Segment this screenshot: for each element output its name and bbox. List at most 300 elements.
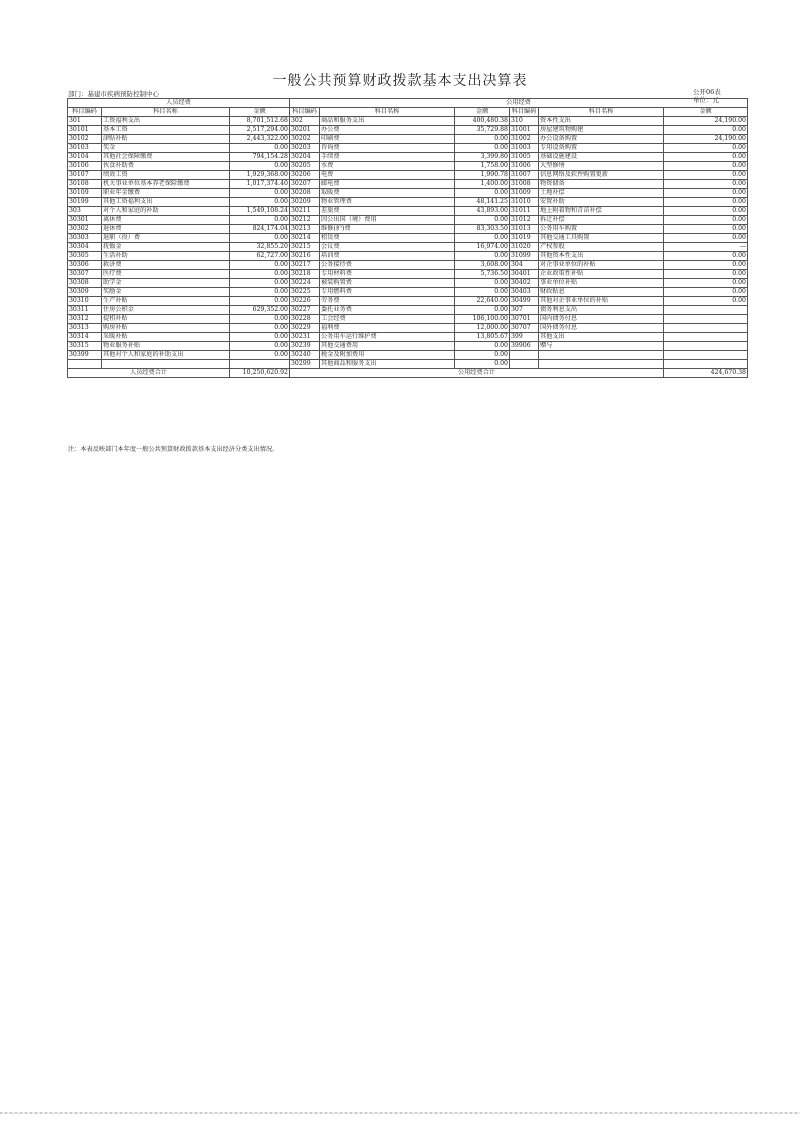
personnel-name-cell: 绩效工资	[102, 171, 230, 180]
personnel-name-cell: 奖励金	[102, 288, 230, 297]
public-right-name-cell: 国外债务付息	[539, 324, 664, 333]
personnel-code-cell: 30312	[68, 315, 102, 324]
public-right-code-cell: 31006	[510, 162, 539, 171]
public-right-code-cell: 31011	[510, 207, 539, 216]
personnel-amount-cell: 0.00	[230, 342, 290, 351]
public-mid-code-cell: 30226	[290, 297, 320, 306]
public-right-name-cell: 房屋建筑物购建	[539, 126, 664, 135]
totals-row	[68, 369, 748, 378]
public-right-name-cell: 债务利息支出	[539, 306, 664, 315]
public-right-amount-cell: 0.00	[664, 225, 748, 234]
personnel-code-cell: 30309	[68, 288, 102, 297]
name-header: 科目名称	[102, 108, 230, 117]
name-header: 科目名称	[320, 108, 455, 117]
public-mid-name-cell: 专用材料费	[320, 270, 455, 279]
public-right-name-cell: 赠与	[539, 342, 664, 351]
public-right-name-cell: 其他支出	[539, 333, 664, 342]
public-right-amount-cell: 0.00	[664, 261, 748, 270]
public-right-amount-cell: 0.00	[664, 279, 748, 288]
public-right-amount-cell: 0.00	[664, 162, 748, 171]
personnel-name-cell: 离休费	[102, 216, 230, 225]
public-mid-code-cell: 30202	[290, 135, 320, 144]
public-mid-code-cell: 30225	[290, 288, 320, 297]
personnel-name-cell: 退休费	[102, 225, 230, 234]
public-right-name-cell: 土地补偿	[539, 189, 664, 198]
public-mid-amount-cell: 3,608.00	[455, 261, 510, 270]
public-mid-code-cell: 30206	[290, 171, 320, 180]
table-row	[68, 180, 748, 189]
personnel-amount-cell: 0.00	[230, 315, 290, 324]
public-mid-code-cell: 30229	[290, 324, 320, 333]
public-right-name-cell: 基础设施建设	[539, 153, 664, 162]
personnel-code-cell: 30104	[68, 153, 102, 162]
public-mid-code-cell: 30224	[290, 279, 320, 288]
public-mid-name-cell: 被装购置费	[320, 279, 455, 288]
form-number: 公开06表	[693, 88, 721, 96]
public-right-name-cell: 对企事业单位的补贴	[539, 261, 664, 270]
personnel-name-cell: 其他工资福利支出	[102, 198, 230, 207]
personnel-name-cell: 医疗费	[102, 270, 230, 279]
table-row	[68, 207, 748, 216]
department-label: 部门：基建市疾病预防控制中心	[68, 90, 159, 98]
public-right-code-cell: 31013	[510, 225, 539, 234]
personnel-name-cell: 物业服务补贴	[102, 342, 230, 351]
personnel-total-label: 人员经费合计	[68, 369, 230, 378]
personnel-name-cell: 津贴补贴	[102, 135, 230, 144]
personnel-total-amount: 10,250,620.92	[230, 369, 290, 378]
public-right-name-cell: 安置补助	[539, 198, 664, 207]
public-mid-name-cell: 租赁费	[320, 234, 455, 243]
public-mid-amount-cell: 35,729.88	[455, 126, 510, 135]
public-mid-code-cell: 30228	[290, 315, 320, 324]
public-right-amount-cell	[664, 351, 748, 360]
personnel-code-cell: 30399	[68, 351, 102, 360]
public-right-name-cell: 专用设备购置	[539, 144, 664, 153]
personnel-name-cell: 助学金	[102, 279, 230, 288]
table-row	[68, 243, 748, 252]
public-mid-amount-cell: 48,141.25	[455, 198, 510, 207]
table-row	[68, 216, 748, 225]
code-header: 科目编码	[68, 108, 102, 117]
public-mid-code-cell: 30214	[290, 234, 320, 243]
public-group-header: 公用经费	[290, 99, 748, 108]
personnel-amount-cell: 0.00	[230, 198, 290, 207]
personnel-amount-cell: 1,017,374.40	[230, 180, 290, 189]
personnel-name-cell: 救济费	[102, 261, 230, 270]
public-mid-amount-cell: 0.00	[455, 306, 510, 315]
public-mid-amount-cell: 106,100.00	[455, 315, 510, 324]
public-right-name-cell: 其他对企事业单位的补贴	[539, 297, 664, 306]
public-mid-code-cell: 30227	[290, 306, 320, 315]
personnel-amount-cell: 0.00	[230, 297, 290, 306]
table-row	[68, 198, 748, 207]
public-right-code-cell: 31002	[510, 135, 539, 144]
public-mid-amount-cell: 0.00	[455, 360, 510, 369]
personnel-name-cell: 购房补贴	[102, 324, 230, 333]
personnel-amount-cell: 2,517,294.00	[230, 126, 290, 135]
public-mid-amount-cell: 0.00	[455, 135, 510, 144]
public-mid-amount-cell: 0.00	[455, 351, 510, 360]
personnel-code-cell: 30308	[68, 279, 102, 288]
personnel-amount-cell: 0.00	[230, 351, 290, 360]
public-right-amount-cell: 0.00	[664, 189, 748, 198]
personnel-name-cell: 职业年金缴费	[102, 189, 230, 198]
public-right-amount-cell: 0.00	[664, 144, 748, 153]
public-mid-amount-cell: 0.00	[455, 288, 510, 297]
public-mid-code-cell: 30201	[290, 126, 320, 135]
table-row	[68, 189, 748, 198]
public-mid-code-cell: 30205	[290, 162, 320, 171]
public-right-name-cell: 产权参股	[539, 243, 664, 252]
personnel-code-cell: 30315	[68, 342, 102, 351]
public-right-name-cell: 办公设备购置	[539, 135, 664, 144]
personnel-code-cell: 301	[68, 117, 102, 126]
public-right-name-cell: 企业政策性补贴	[539, 270, 664, 279]
public-mid-code-cell: 30203	[290, 144, 320, 153]
public-right-code-cell: 39906	[510, 342, 539, 351]
public-mid-amount-cell: 16,974.00	[455, 243, 510, 252]
public-mid-name-cell: 手续费	[320, 153, 455, 162]
public-mid-name-cell: 咨询费	[320, 144, 455, 153]
personnel-code-cell: 30313	[68, 324, 102, 333]
public-right-name-cell: 其他交通工具购置	[539, 234, 664, 243]
public-mid-code-cell: 30215	[290, 243, 320, 252]
table-row	[68, 153, 748, 162]
public-mid-code-cell: 30216	[290, 252, 320, 261]
public-right-code-cell: 31009	[510, 189, 539, 198]
public-mid-amount-cell: 83,303.50	[455, 225, 510, 234]
public-right-amount-cell	[664, 324, 748, 333]
public-mid-name-cell: 公务接待费	[320, 261, 455, 270]
amount-header: 金额	[455, 108, 510, 117]
personnel-amount-cell: 1,929,368.00	[230, 171, 290, 180]
personnel-group-header: 人员经费	[68, 99, 290, 108]
public-mid-name-cell: 取暖费	[320, 189, 455, 198]
public-right-amount-cell	[664, 333, 748, 342]
scan-edge-line	[0, 1112, 800, 1114]
table-row	[68, 144, 748, 153]
public-right-name-cell: 资本性支出	[539, 117, 664, 126]
personnel-amount-cell: 0.00	[230, 216, 290, 225]
code-header: 科目编码	[510, 108, 539, 117]
public-mid-amount-cell: 22,640.00	[455, 297, 510, 306]
public-mid-code-cell: 30217	[290, 261, 320, 270]
public-right-amount-cell: 0.00	[664, 297, 748, 306]
personnel-name-cell: 其他社会保障缴费	[102, 153, 230, 162]
public-mid-name-cell: 其他交通费用	[320, 342, 455, 351]
public-total-amount: 424,670.38	[664, 369, 748, 378]
personnel-code-cell: 30101	[68, 126, 102, 135]
public-right-name-cell: 其他资本性支出	[539, 252, 664, 261]
public-mid-name-cell: 培训费	[320, 252, 455, 261]
personnel-amount-cell: 8,701,512.68	[230, 117, 290, 126]
personnel-code-cell: 30108	[68, 180, 102, 189]
table-row	[68, 270, 748, 279]
public-right-code-cell: 31007	[510, 171, 539, 180]
personnel-amount-cell: 0.00	[230, 333, 290, 342]
personnel-amount-cell: 0.00	[230, 270, 290, 279]
table-row	[68, 324, 748, 333]
public-right-code-cell: 30499	[510, 297, 539, 306]
public-mid-amount-cell: 1,758.00	[455, 162, 510, 171]
public-mid-amount-cell: 13,805.67	[455, 333, 510, 342]
personnel-code-cell: 30311	[68, 306, 102, 315]
public-right-amount-cell: 0.00	[664, 216, 748, 225]
table-row	[68, 261, 748, 270]
personnel-code-cell: 30304	[68, 243, 102, 252]
public-right-name-cell: 信息网络及软件购置更新	[539, 171, 664, 180]
personnel-amount-cell: 629,352.00	[230, 306, 290, 315]
public-right-name-cell	[539, 351, 664, 360]
table-row	[68, 342, 748, 351]
table-row	[68, 351, 748, 360]
public-mid-name-cell: 电费	[320, 171, 455, 180]
personnel-name-cell: 基本工资	[102, 126, 230, 135]
public-mid-code-cell: 30240	[290, 351, 320, 360]
table-row	[68, 252, 748, 261]
public-mid-code-cell: 30207	[290, 180, 320, 189]
personnel-code-cell: 30109	[68, 189, 102, 198]
personnel-code-cell: 30306	[68, 261, 102, 270]
personnel-amount-cell: 0.00	[230, 144, 290, 153]
table-row	[68, 126, 748, 135]
personnel-name-cell	[102, 360, 230, 369]
public-mid-amount-cell: 1,990.78	[455, 171, 510, 180]
public-total-label: 公用经费合计	[290, 369, 664, 378]
personnel-name-cell: 对个人和家庭的补助	[102, 207, 230, 216]
public-right-amount-cell: —	[664, 243, 748, 252]
public-right-code-cell: 30701	[510, 315, 539, 324]
table-row	[68, 360, 748, 369]
table-row	[68, 225, 748, 234]
public-mid-amount-cell: 0.00	[455, 216, 510, 225]
table-row	[68, 135, 748, 144]
public-right-amount-cell: 0.00	[664, 180, 748, 189]
table-row	[68, 333, 748, 342]
amount-header: 金额	[230, 108, 290, 117]
public-mid-name-cell: 劳务费	[320, 297, 455, 306]
personnel-amount-cell: 0.00	[230, 162, 290, 171]
public-mid-name-cell: 办公费	[320, 126, 455, 135]
public-right-code-cell: 307	[510, 306, 539, 315]
public-right-code-cell: 31003	[510, 144, 539, 153]
public-right-amount-cell	[664, 306, 748, 315]
unit-label: 单位：元	[693, 96, 719, 104]
public-mid-amount-cell: 0.00	[455, 342, 510, 351]
public-mid-name-cell: 差旅费	[320, 207, 455, 216]
personnel-amount-cell: 32,855.20	[230, 243, 290, 252]
public-right-name-cell: 拆迁补偿	[539, 216, 664, 225]
personnel-amount-cell: 0.00	[230, 234, 290, 243]
public-right-name-cell	[539, 360, 664, 369]
expenditure-table	[67, 98, 748, 378]
personnel-amount-cell: 0.00	[230, 288, 290, 297]
public-mid-code-cell: 30299	[290, 360, 320, 369]
public-right-name-cell: 财政贴息	[539, 288, 664, 297]
name-header: 科目名称	[539, 108, 664, 117]
personnel-code-cell: 30310	[68, 297, 102, 306]
public-right-amount-cell: 0.00	[664, 207, 748, 216]
public-right-amount-cell: 0.00	[664, 234, 748, 243]
public-mid-code-cell: 30204	[290, 153, 320, 162]
public-mid-code-cell: 30213	[290, 225, 320, 234]
personnel-code-cell: 30106	[68, 162, 102, 171]
public-mid-name-cell: 专用燃料费	[320, 288, 455, 297]
public-right-name-cell: 公务用车购置	[539, 225, 664, 234]
personnel-code-cell: 30107	[68, 171, 102, 180]
personnel-code-cell: 30302	[68, 225, 102, 234]
table-row	[68, 288, 748, 297]
public-mid-name-cell: 会议费	[320, 243, 455, 252]
public-right-code-cell: 399	[510, 333, 539, 342]
personnel-amount-cell: 0.00	[230, 324, 290, 333]
public-mid-name-cell: 公务用车运行维护费	[320, 333, 455, 342]
public-right-amount-cell: 0.00	[664, 288, 748, 297]
public-mid-code-cell: 30208	[290, 189, 320, 198]
public-right-code-cell: 31019	[510, 234, 539, 243]
amount-header: 金额	[664, 108, 748, 117]
public-mid-name-cell: 物业管理费	[320, 198, 455, 207]
public-right-code-cell: 31020	[510, 243, 539, 252]
public-mid-name-cell: 其他商品和服务支出	[320, 360, 455, 369]
personnel-name-cell: 提租补贴	[102, 315, 230, 324]
public-mid-name-cell: 因公出国（境）费用	[320, 216, 455, 225]
table-row	[68, 117, 748, 126]
personnel-amount-cell: 824,174.04	[230, 225, 290, 234]
personnel-amount-cell: 2,443,322.00	[230, 135, 290, 144]
public-mid-amount-cell: 5,736.50	[455, 270, 510, 279]
personnel-name-cell: 工资福利支出	[102, 117, 230, 126]
personnel-name-cell: 生产补贴	[102, 297, 230, 306]
public-mid-name-cell: 印刷费	[320, 135, 455, 144]
public-right-amount-cell: 0.00	[664, 252, 748, 261]
public-mid-amount-cell: 0.00	[455, 144, 510, 153]
personnel-code-cell: 303	[68, 207, 102, 216]
table-row	[68, 297, 748, 306]
personnel-name-cell: 奖金	[102, 144, 230, 153]
public-right-code-cell: 31012	[510, 216, 539, 225]
personnel-code-cell	[68, 360, 102, 369]
personnel-code-cell: 30199	[68, 198, 102, 207]
public-mid-name-cell: 工会经费	[320, 315, 455, 324]
table-row	[68, 234, 748, 243]
public-right-code-cell: 304	[510, 261, 539, 270]
public-mid-name-cell: 水费	[320, 162, 455, 171]
public-mid-name-cell: 委托业务费	[320, 306, 455, 315]
report-title: 一般公共预算财政拨款基本支出决算表	[272, 73, 528, 89]
public-right-code-cell: 31099	[510, 252, 539, 261]
public-right-code-cell: 31008	[510, 180, 539, 189]
public-right-name-cell: 国内债务付息	[539, 315, 664, 324]
personnel-amount-cell: 0.00	[230, 261, 290, 270]
public-right-name-cell: 大型修缮	[539, 162, 664, 171]
public-mid-amount-cell: 3,399.80	[455, 153, 510, 162]
personnel-code-cell: 30314	[68, 333, 102, 342]
public-mid-amount-cell: 0.00	[455, 252, 510, 261]
public-right-name-cell: 事业单位补贴	[539, 279, 664, 288]
personnel-code-cell: 30103	[68, 144, 102, 153]
public-right-code-cell: 310	[510, 117, 539, 126]
public-mid-amount-cell: 400,480.38	[455, 117, 510, 126]
public-right-code-cell	[510, 360, 539, 369]
public-right-code-cell: 30401	[510, 270, 539, 279]
public-right-code-cell: 30707	[510, 324, 539, 333]
public-mid-amount-cell: 43,893.00	[455, 207, 510, 216]
personnel-code-cell: 30305	[68, 252, 102, 261]
public-right-name-cell: 地上附着物和青苗补偿	[539, 207, 664, 216]
group-header-row	[68, 99, 748, 108]
personnel-code-cell: 30102	[68, 135, 102, 144]
public-mid-name-cell: 商品和服务支出	[320, 117, 455, 126]
personnel-name-cell: 伙食补助费	[102, 162, 230, 171]
public-right-amount-cell: 24,190.00	[664, 117, 748, 126]
public-mid-amount-cell: 1,400.00	[455, 180, 510, 189]
public-right-code-cell: 31001	[510, 126, 539, 135]
personnel-code-cell: 30301	[68, 216, 102, 225]
personnel-name-cell: 机关事业单位基本养老保险缴费	[102, 180, 230, 189]
table-row	[68, 162, 748, 171]
public-mid-name-cell: 维修(护)费	[320, 225, 455, 234]
personnel-amount-cell: 62,727.00	[230, 252, 290, 261]
public-mid-amount-cell: 0.00	[455, 234, 510, 243]
public-right-amount-cell	[664, 342, 748, 351]
public-right-code-cell	[510, 351, 539, 360]
public-right-amount-cell: 24,190.00	[664, 135, 748, 144]
public-mid-amount-cell: 0.00	[455, 189, 510, 198]
public-right-name-cell: 物资储备	[539, 180, 664, 189]
public-right-code-cell: 30402	[510, 279, 539, 288]
public-right-code-cell: 31010	[510, 198, 539, 207]
personnel-amount-cell	[230, 360, 290, 369]
public-mid-code-cell: 30239	[290, 342, 320, 351]
public-right-amount-cell	[664, 360, 748, 369]
public-mid-name-cell: 福利费	[320, 324, 455, 333]
public-mid-amount-cell: 12,000.00	[455, 324, 510, 333]
public-mid-code-cell: 30218	[290, 270, 320, 279]
personnel-name-cell: 采暖补贴	[102, 333, 230, 342]
personnel-amount-cell: 0.00	[230, 279, 290, 288]
public-right-amount-cell: 0.00	[664, 153, 748, 162]
public-mid-code-cell: 30231	[290, 333, 320, 342]
code-header: 科目编码	[290, 108, 320, 117]
public-right-amount-cell: 0.00	[664, 171, 748, 180]
public-right-amount-cell: 0.00	[664, 126, 748, 135]
personnel-name-cell: 生活补助	[102, 252, 230, 261]
public-mid-name-cell: 邮电费	[320, 180, 455, 189]
personnel-amount-cell: 794,154.28	[230, 153, 290, 162]
table-row	[68, 279, 748, 288]
personnel-amount-cell: 1,549,108.24	[230, 207, 290, 216]
public-mid-code-cell: 30211	[290, 207, 320, 216]
public-right-amount-cell: 0.00	[664, 270, 748, 279]
public-mid-code-cell: 302	[290, 117, 320, 126]
personnel-name-cell: 住房公积金	[102, 306, 230, 315]
public-mid-name-cell: 税金及附加费用	[320, 351, 455, 360]
public-right-amount-cell	[664, 315, 748, 324]
personnel-amount-cell: 0.00	[230, 189, 290, 198]
column-header-row	[68, 108, 748, 117]
personnel-name-cell: 退职（役）费	[102, 234, 230, 243]
public-mid-amount-cell: 0.00	[455, 279, 510, 288]
personnel-name-cell: 抚恤金	[102, 243, 230, 252]
public-mid-code-cell: 30209	[290, 198, 320, 207]
table-row	[68, 171, 748, 180]
public-mid-code-cell: 30212	[290, 216, 320, 225]
table-body	[68, 117, 748, 369]
table-row	[68, 315, 748, 324]
public-right-code-cell: 30403	[510, 288, 539, 297]
table-row	[68, 306, 748, 315]
